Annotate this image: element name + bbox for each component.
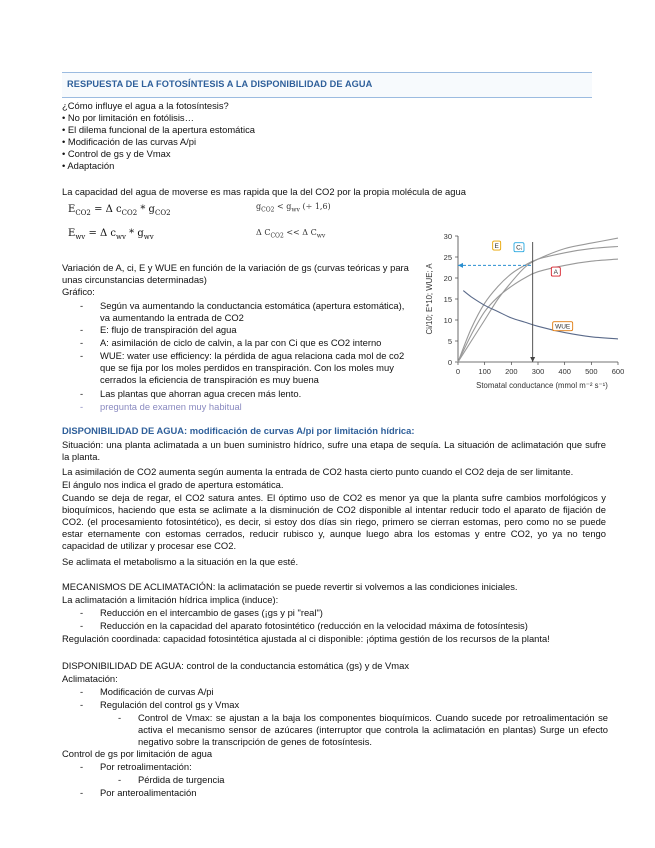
- list-item-text: Por anteroalimentación: [100, 787, 197, 798]
- intro-bullet-text: No por limitación en fotólisis…: [67, 112, 194, 123]
- mecanismos-line2: La aclimatación a limitación hídrica implica (induce):: [62, 594, 279, 605]
- intro-bullet: • Adaptación: [62, 160, 115, 171]
- section-title: RESPUESTA DE LA FOTOSÍNTESIS A LA DISPONIBILIDAD DE AGUA: [67, 79, 373, 89]
- x-tick-label: 600: [611, 367, 625, 376]
- aclimatacion-label: Aclimatación:: [62, 673, 118, 684]
- list-item-text: Las plantas que ahorran agua crecen más lento.: [100, 388, 302, 399]
- series-label-e: [493, 241, 501, 250]
- grafico-label: Gráfico:: [62, 286, 95, 297]
- label-text: E: [494, 243, 499, 251]
- label-text: A: [553, 269, 559, 277]
- variation-line1: Variación de A, ci, E y WUE en función de la variación de gs (curvas teóricas y para: [62, 262, 409, 273]
- list-item-text: Según va aumentando la conductancia estomática (apertura estomática),: [100, 300, 405, 311]
- y-tick-label: 5: [447, 337, 452, 346]
- series-label-a: [551, 267, 560, 276]
- intro-question: ¿Cómo influye el agua a la fotosíntesis?: [62, 100, 229, 111]
- section-header: [62, 72, 592, 98]
- x-axis-label: Stomatal conductance (mmol m⁻² s⁻¹): [476, 381, 608, 390]
- disp1-p5: Se aclimata el metabolismo a la situación en la que esté.: [62, 556, 299, 567]
- disp1-p2: La asimilación de CO2 aumenta según aumenta la entrada de CO2 hasta cierto punto cuando el CO2 deja de ser limitante.: [62, 466, 574, 477]
- intro-bullet-text: Adaptación: [67, 160, 115, 171]
- equation-ewv: $E_{wv} = \Delta$ $c_{wv} * g_{wv}$: [68, 228, 154, 241]
- arrow-head: [530, 357, 535, 362]
- series-line-wue: [463, 291, 618, 339]
- y-tick-label: 25: [443, 253, 452, 262]
- disp1-title: DISPONIBILIDAD DE AGUA: modificación de curvas A/pi por limitación hídrica:: [62, 425, 415, 436]
- list-item-text: Regulación del control gs y Vmax: [100, 699, 240, 710]
- intro-bullet: • No por limitación en fotólisis…: [62, 112, 194, 123]
- variation-line2: unas circunstancias determinadas): [62, 274, 207, 285]
- disp1-p4: Cuando se deja de regar, el CO2 satura antes. El óptimo uso de CO2 es menor ya que la planta sufre cambios morfológicos y bioquímicos, haciendo que esta se aclimate a la disminución de CO2 disponible al intentar reducir todo el aparato de fijación de CO2. (el procesamiento fotosintético), es decir, si estoy dos días sin riego, primero se cierran estomas, pero como no se puede estar eternamente con estomas cerrados, reducir rubisco y, aunque luego abra los estomas y entre CO2, yo ya no tengo capacidad de utilizar y procesar ese CO2.: [62, 492, 606, 551]
- y-tick-label: 15: [443, 295, 452, 304]
- series-line-a: [458, 259, 618, 362]
- list-item-text: va aumentando la entrada de CO2: [100, 312, 244, 323]
- arrow-head: [458, 263, 463, 268]
- x-tick-label: 300: [531, 367, 545, 376]
- list-item-text: cerrados la eficiencia de transpiración es muy buena: [100, 374, 319, 385]
- intro-bullet-text: Modificación de las curvas A/pi: [67, 136, 197, 147]
- x-tick-label: 400: [558, 367, 571, 376]
- control-gs-label: Control de gs por limitación de agua: [62, 748, 213, 759]
- intro-bullet: • Control de gs y de Vmax: [62, 148, 171, 159]
- intro-bullet-text: Control de gs y de Vmax: [67, 148, 171, 159]
- disp1-p3: El ángulo nos indica el grado de apertura estomática.: [62, 479, 284, 490]
- list-item-text: que se fija por los moles perdidos en transpiración. Con los moles muy: [100, 362, 394, 373]
- exam-note: pregunta de examen muy habitual: [100, 401, 242, 412]
- y-axis-label: Ci/10; E*10; WUE; A: [425, 263, 434, 335]
- capacity-text: La capacidad del agua de moverse es mas rapida que la del CO2 por la propia molécula de agua: [62, 186, 466, 197]
- y-tick-label: 0: [447, 358, 452, 367]
- list-item-text: E: flujo de transpiración del agua: [100, 324, 237, 335]
- list-item-text: WUE: water use efficiency: la pérdida de agua relaciona cada mol de co2: [100, 350, 405, 361]
- vmax-control-text: Control de Vmax: se ajustan a la baja los componentes bioquímicos. Cuando sucede por retroalimentación se activa el mecanismo sensor de azúcares (interruptor que controla la aclimatación en plantas) Surge un efecto negativo sobre la transcripción de genes de fotosíntesis.: [138, 712, 608, 747]
- equation-eco2: $E_{CO2} = \Delta$ $c_{CO2} * g_{CO2}$: [68, 204, 171, 217]
- list-item-text: Modificación de curvas A/pi: [100, 686, 214, 697]
- mecanismos-title: MECANISMOS DE ACLIMATACIÓN: la aclimatación se puede revertir si volvemos a las condiciones iniciales.: [62, 581, 518, 592]
- intro-bullet: • Modificación de las curvas A/pi: [62, 136, 197, 147]
- list-item-text: Reducción en el intercambio de gases (¡gs y pi "real"): [100, 607, 323, 618]
- y-tick-label: 20: [443, 274, 452, 283]
- relation-gco2: $g_{CO2} < g_{wv}$ (÷ 1,6): [256, 202, 331, 214]
- x-tick-label: 0: [455, 367, 461, 376]
- intro-bullet: • El dilema funcional de la apertura estomática: [62, 124, 255, 135]
- series-label-ci: [514, 243, 524, 252]
- x-tick-label: 200: [505, 367, 518, 376]
- y-tick-label: 30: [443, 232, 452, 241]
- list-item-text: A: asimilación de ciclo de calvin, a la par con Ci que es CO2 interno: [100, 337, 382, 348]
- label-text: Cᵢ: [516, 244, 522, 252]
- relation-cco2: Δ $C_{CO2} << \Delta$ $C_{wv}$: [256, 228, 326, 240]
- x-tick-label: 100: [478, 367, 491, 376]
- label-text: WUE: [555, 323, 571, 331]
- list-item-text: Pérdida de turgencia: [138, 774, 225, 785]
- gs-chart: [420, 226, 630, 406]
- disp1-p1: Situación: una planta aclimatada a un buen suministro hídrico, sufre una etapa de sequía. La situación de aclimatación que sufre la planta.: [62, 439, 606, 462]
- series-line-e: [458, 238, 618, 362]
- list-item-text: Reducción en la capacidad del aparato fotosintético (reducción en la velocidad máxima de fotosíntesis): [100, 620, 528, 631]
- regulacion-coordinada: Regulación coordinada: capacidad fotosintética ajustada al ci disponible: ¡óptima gestión de los recursos de la planta!: [62, 633, 550, 644]
- intro-bullet-text: El dilema funcional de la apertura estomática: [67, 124, 255, 135]
- list-item-text: Por retroalimentación:: [100, 761, 192, 772]
- y-tick-label: 10: [443, 316, 452, 325]
- disp2-title: DISPONIBILIDAD DE AGUA: control de la conductancia estomática (gs) y de Vmax: [62, 660, 410, 671]
- series-label-wue: [553, 322, 573, 331]
- x-tick-label: 500: [585, 367, 598, 376]
